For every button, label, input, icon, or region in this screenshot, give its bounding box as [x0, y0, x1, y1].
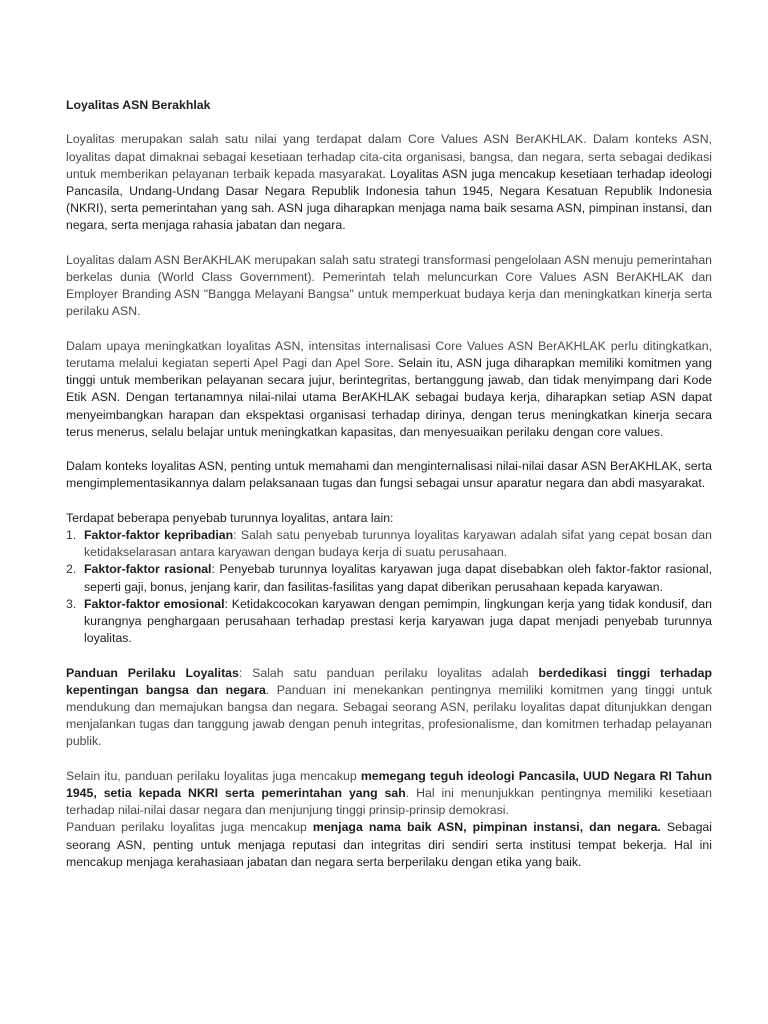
list-intro	[66, 510, 712, 527]
bold-text-segment: Panduan Perilaku Loyalitas	[66, 665, 239, 680]
text-segment: Sebagai seorang ASN, penting untuk menjaga reputasi dan integritas diri sendiri serta institusi tempat bekerja. Hal ini mencakup menjaga kerahasiaan jabatan dan negara serta berperilaku dengan etika yang baik.	[66, 820, 712, 869]
text-segment: . Selain itu, ASN juga diharapkan memiliki komitmen yang tinggi untuk memberikan pelayanan secara jujur, berintegritas, bertanggung jawab, dan tidak menyimpang dari Kode Etik ASN. Dengan tertanamnya nilai-nilai utama BerAKHLAK sebagai budaya kerja, diharapkan setiap ASN dapat menyeimbangkan harapan dan ekspektasi organisasi terhadap dirinya, dengan terus meningkatkan kinerja secara terus menerus, selalu belajar untuk meningkatkan kapasitas, dan menyesuaikan perilaku dengan core values.	[66, 356, 712, 439]
text-segment: Dalam upaya meningkatkan loyalitas ASN, intensitas internalisasi Core Values ASN BerAKHLAK perlu ditingkatkan, terutama melalui kegiatan seperti Apel Pagi dan Apel Sore	[66, 338, 712, 370]
text-segment: . Loyalitas ASN juga mencakup kesetiaan terhadap ideologi Pancasila, Undang-Undang Dasar Negara Republik Indonesia tahun 1945, Negara Kesatuan Republik Indonesia (NKRI), serta pemerintahan yang sah. ASN juga diharapkan menjaga nama baik sesama ASN, pimpinan instansi, dan negara, serta menjaga rahasia jabatan dan negara.	[66, 166, 712, 233]
text-segment: Loyalitas dalam ASN BerAKHLAK merupakan salah satu strategi transformasi pengelolaan ASN menuju pemerintahan berkelas dunia (World Class Government). Pemerintah telah meluncurkan Core Values ASN BerAKHLAK dan Employer Branding ASN "Bangga Melayani Bangsa" untuk memperkuat budaya kerja dan meningkatkan kinerja serta perilaku ASN.	[66, 252, 712, 319]
list-text: : Salah satu penyebab turunnya loyalitas karyawan adalah sifat yang cepat bosan dan ketidakselarasan antara karyawan dengan budaya kerja di suatu perusahaan.	[84, 528, 712, 560]
text-segment: . Hal ini menunjukkan pentingnya memiliki kesetiaan terhadap nilai-nilai dasar negara dan menjunjung tinggi prinsip-prinsip demokrasi.	[66, 786, 713, 818]
text-segment: . Panduan ini menekankan pentingnya memiliki komitmen yang tinggi untuk mendukung dan memajukan bangsa dan negara. Sebagai seorang ASN, perilaku loyalitas dapat ditunjukkan dengan menjalankan tugas dan tanggung jawab dengan penuh integritas, profesionalisme, dan komitmen terhadap pelayanan publik.	[66, 682, 712, 749]
document-title: Loyalitas ASN Berakhlak	[66, 98, 211, 112]
list-item	[66, 561, 712, 595]
paragraph	[66, 819, 712, 871]
list-text: : Ketidakcocokan karyawan dengan pemimpin, lingkungan kerja yang tidak kondusif, dan kurangnya penghargaan perusahaan terhadap prestasi kerja karyawan juga dapat menjadi penyebab turunnya loyalitas.	[84, 596, 712, 646]
list-number: 1.	[66, 528, 77, 542]
paragraph	[66, 665, 712, 751]
bold-text-segment: memegang teguh ideologi Pancasila, UUD Negara RI Tahun 1945, setia kepada NKRI serta pemerintahan yang sah	[66, 768, 712, 801]
paragraph	[66, 458, 712, 492]
list-label: Faktor-faktor rasional	[84, 562, 212, 577]
list-number: 2.	[66, 562, 77, 577]
paragraph	[66, 338, 712, 441]
text-segment: Loyalitas merupakan salah satu nilai yang terdapat dalam Core Values ASN BerAKHLAK. Dalam konteks ASN, loyalitas dapat dimaknai sebagai kesetiaan terhadap cita-cita organisasi, bangsa, dan negara, serta sebagai dedikasi untuk memberikan pelayanan terbaik kepada masyarakat	[66, 132, 712, 181]
text-segment: Panduan perilaku loyalitas juga mencakup	[66, 820, 313, 835]
bold-text-segment: berdedikasi tinggi terhadap kepentingan bangsa dan negara	[66, 665, 712, 697]
bold-text-segment: menjaga nama baik ASN, pimpinan instansi, dan negara.	[312, 820, 661, 835]
text-segment: : Salah satu panduan perilaku loyalitas adalah	[238, 665, 539, 680]
text-segment: Dalam konteks loyalitas ASN, penting untuk memahami dan menginternalisasi nilai-nilai dasar ASN BerAKHLAK, serta mengimplementasikannya dalam pelaksanaan tugas dan fungsi sebagai unsur aparatur negara dan abdi masyarakat.	[66, 459, 712, 491]
list-label: Faktor-faktor kepribadian	[84, 528, 234, 542]
paragraph	[66, 252, 712, 321]
list-item	[66, 596, 712, 648]
list-label: Faktor-faktor emosional	[84, 596, 225, 611]
text-segment: Terdapat beberapa penyebab turunnya loyalitas, antara lain:	[66, 510, 394, 525]
text-segment: Selain itu, panduan perilaku loyalitas juga mencakup	[66, 768, 361, 783]
paragraph	[66, 131, 712, 234]
list-item	[66, 527, 712, 561]
list-text: : Penyebab turunnya loyalitas karyawan juga dapat disebabkan oleh faktor-faktor rasional, seperti gaji, bonus, jenjang karir, dan fasilitas-fasilitas yang dapat diberikan perusahaan kepada karyawan.	[84, 562, 712, 594]
paragraph	[66, 768, 712, 820]
list-number: 3.	[66, 596, 77, 611]
